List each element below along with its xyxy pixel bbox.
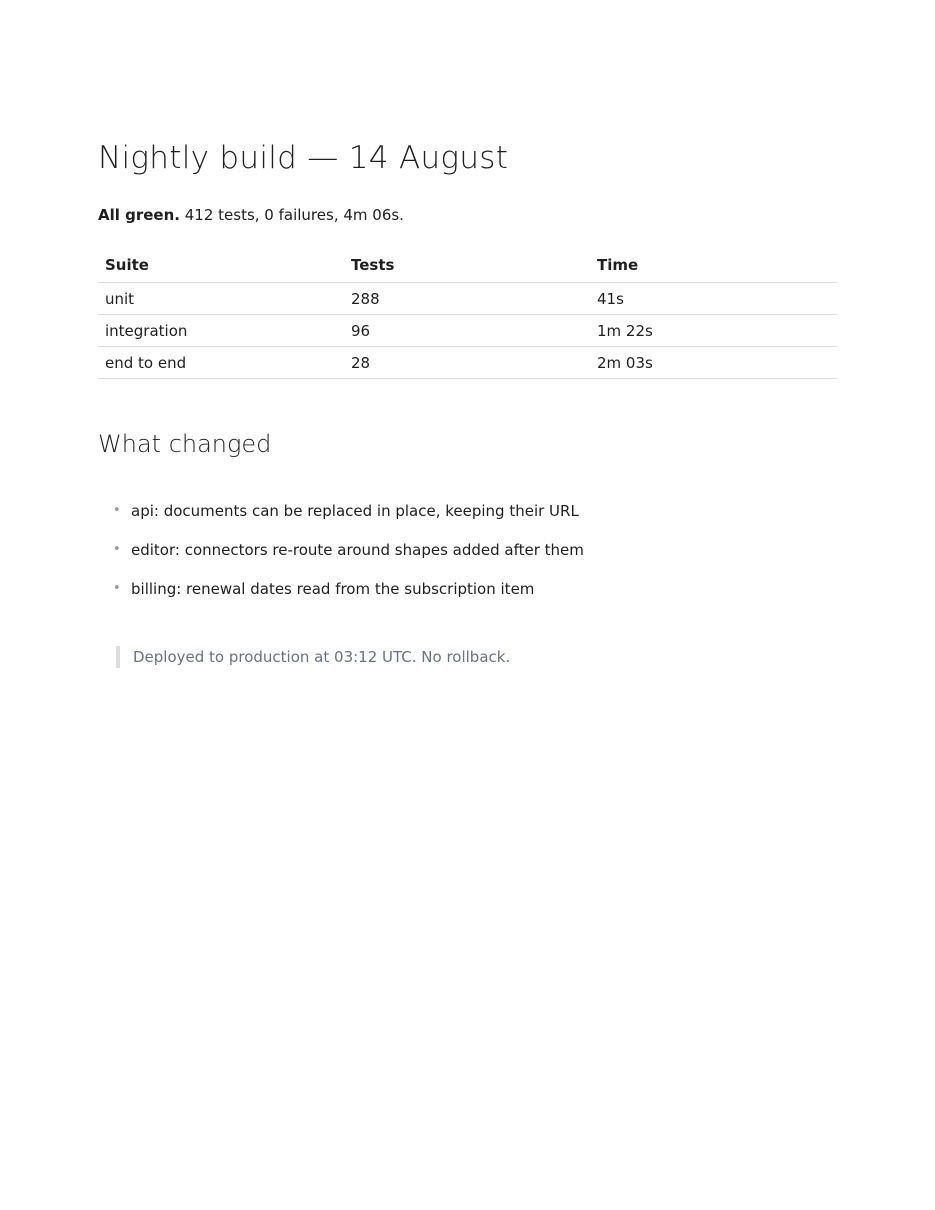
table-row [98, 347, 837, 379]
list-item [98, 497, 584, 536]
header-time: Time [590, 248, 837, 283]
tests-cell: 288 [344, 283, 590, 315]
section-heading: What changed [98, 430, 272, 458]
build-summary [98, 204, 404, 226]
time-cell: 41s [590, 283, 837, 315]
time-cell: 2m 03s [590, 347, 837, 379]
table-row [98, 283, 837, 315]
suite-cell: unit [98, 283, 344, 315]
header-suite: Suite [98, 248, 344, 283]
bullet-icon: • [113, 542, 121, 557]
list-item [98, 536, 584, 575]
build-status: All green. [98, 206, 180, 224]
table-header-row [98, 248, 837, 283]
list-item-text: editor: connectors re-route around shapes added after them [131, 541, 584, 559]
header-tests: Tests [344, 248, 590, 283]
table-row [98, 315, 837, 347]
bullet-icon: • [113, 503, 121, 518]
list-item [98, 575, 584, 614]
tests-cell: 96 [344, 315, 590, 347]
list-item-text: billing: renewal dates read from the subscription item [131, 580, 535, 598]
deployment-note: Deployed to production at 03:12 UTC. No rollback. [116, 646, 510, 668]
suite-cell: integration [98, 315, 344, 347]
time-cell: 1m 22s [590, 315, 837, 347]
bullet-icon: • [113, 581, 121, 596]
build-details: 412 tests, 0 failures, 4m 06s. [179, 206, 404, 224]
page-title: Nightly build — 14 August [98, 140, 509, 176]
tests-cell: 28 [344, 347, 590, 379]
suite-cell: end to end [98, 347, 344, 379]
changes-list [98, 497, 584, 614]
list-item-text: api: documents can be replaced in place, keeping their URL [131, 502, 579, 520]
suite-table [98, 248, 837, 379]
